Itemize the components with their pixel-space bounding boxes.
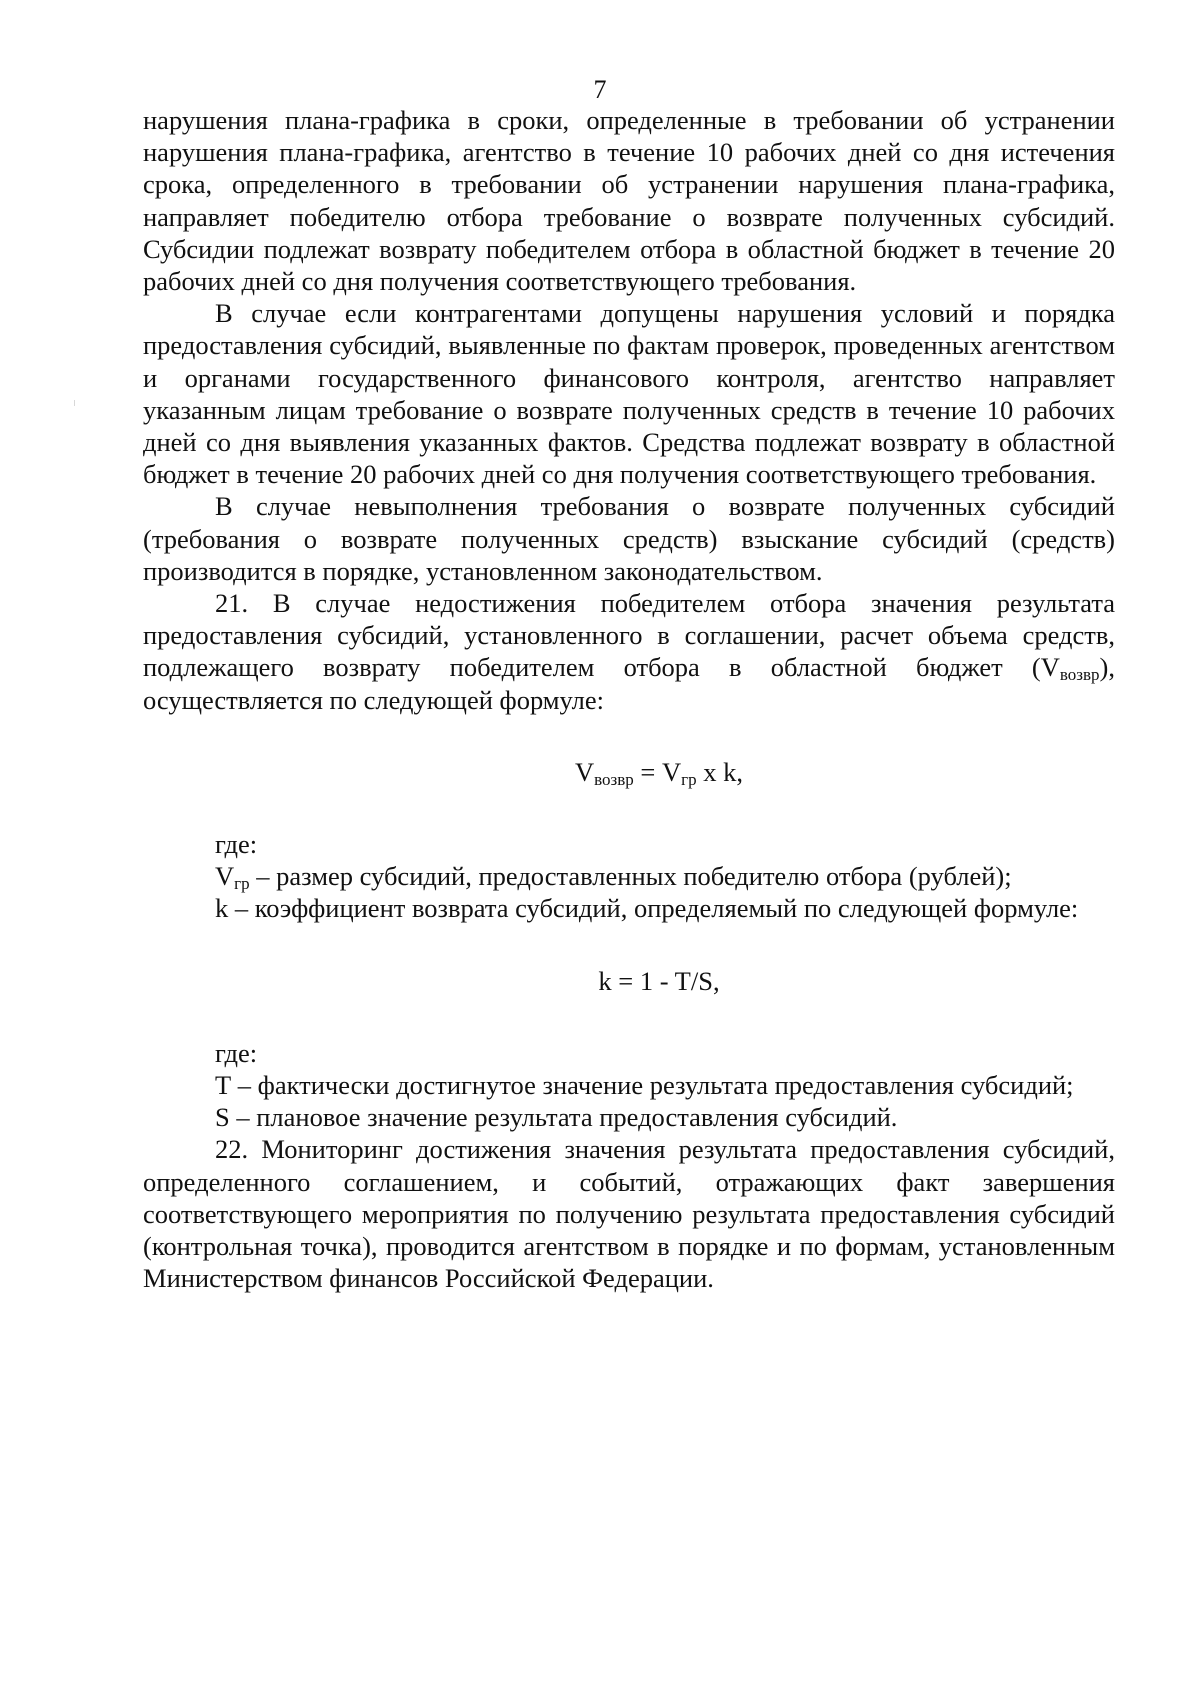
document-body: [143, 104, 1115, 1295]
definition-t: Т – фактически достигнутое значение результата предоставления субсидий;: [215, 1070, 1074, 1101]
page-number: 7: [593, 75, 607, 104]
paragraph-non-fulfillment: В случае невыполнения требования о возврате полученных субсидий (требования о возврате полученных средств) взыскание субсидий (средств) производится в порядке, установленном законодательством.: [143, 491, 1115, 586]
definition-k: k – коэффициент возврата субсидий, определяемый по следующей формуле:: [215, 893, 1079, 924]
def-vgr-text: – размер субсидий, предоставленных победителю отбора (рублей);: [249, 861, 1012, 892]
formula1-sub-right: гр: [681, 769, 697, 789]
def-vgr-sub: гр: [234, 874, 250, 894]
paragraph-continuation: нарушения плана-графика в сроки, определенные в требовании об устранении нарушения плана-графика, агентство в течение 10 рабочих дней со дня истечения срока, определенного в требовании об устранении нарушения плана-графика, направляет победителю отбора требование о возврате полученных субсидий. Субсидии подлежат возврату победителем отбора в областной бюджет в течение 20 рабочих дней со дня получения соответствующего требования.: [143, 105, 1115, 297]
definition-vgr: [143, 860, 1115, 892]
scan-artifact: [74, 400, 75, 406]
formula-coefficient: k = 1 - T/S,: [598, 965, 720, 996]
formula1-eq: = V: [633, 756, 682, 787]
formula1-v: V: [575, 756, 595, 787]
item-21-tail: ), осуществляется по следующей формуле:: [143, 652, 1115, 715]
formula-return-volume: [143, 756, 1115, 788]
paragraph-item-21: [143, 587, 1115, 716]
where-label-2: где:: [215, 1037, 258, 1068]
item-21-subscript: возвр: [1059, 665, 1100, 685]
def-vgr-v: V: [215, 861, 235, 892]
formula1-sub-left: возвр: [594, 769, 634, 789]
where-label-1: где:: [215, 829, 258, 860]
item-21-text: 21. В случае недостижения победителем отбора значения результата предоставления субсидий, установленного в соглашении, расчет объема средств, подлежащего возврату победителем отбора в областной бюджет (V: [143, 588, 1115, 683]
formula1-tail: x k,: [696, 756, 743, 787]
definition-s: S – плановое значение результата предоставления субсидий.: [215, 1102, 898, 1133]
paragraph-item-22: 22. Мониторинг достижения значения результата предоставления субсидий, определенного соглашением, и событий, отражающих факт завершения соответствующего мероприятия по получению результата предоставления субсидий (контрольная точка), проводится агентством в порядке и по формам, установленным Министерством финансов Российской Федерации.: [143, 1134, 1115, 1294]
paragraph-contractors-violations: В случае если контрагентами допущены нарушения условий и порядка предоставления субсидий, выявленные по фактам проверок, проведенных агентством и органами государственного финансового контроля, агентство направляет указанным лицам требование о возврате полученных средств в течение 10 рабочих дней со дня выявления указанных фактов. Средства подлежат возврату в областной бюджет в течение 20 рабочих дней со дня получения соответствующего требования.: [143, 298, 1115, 490]
